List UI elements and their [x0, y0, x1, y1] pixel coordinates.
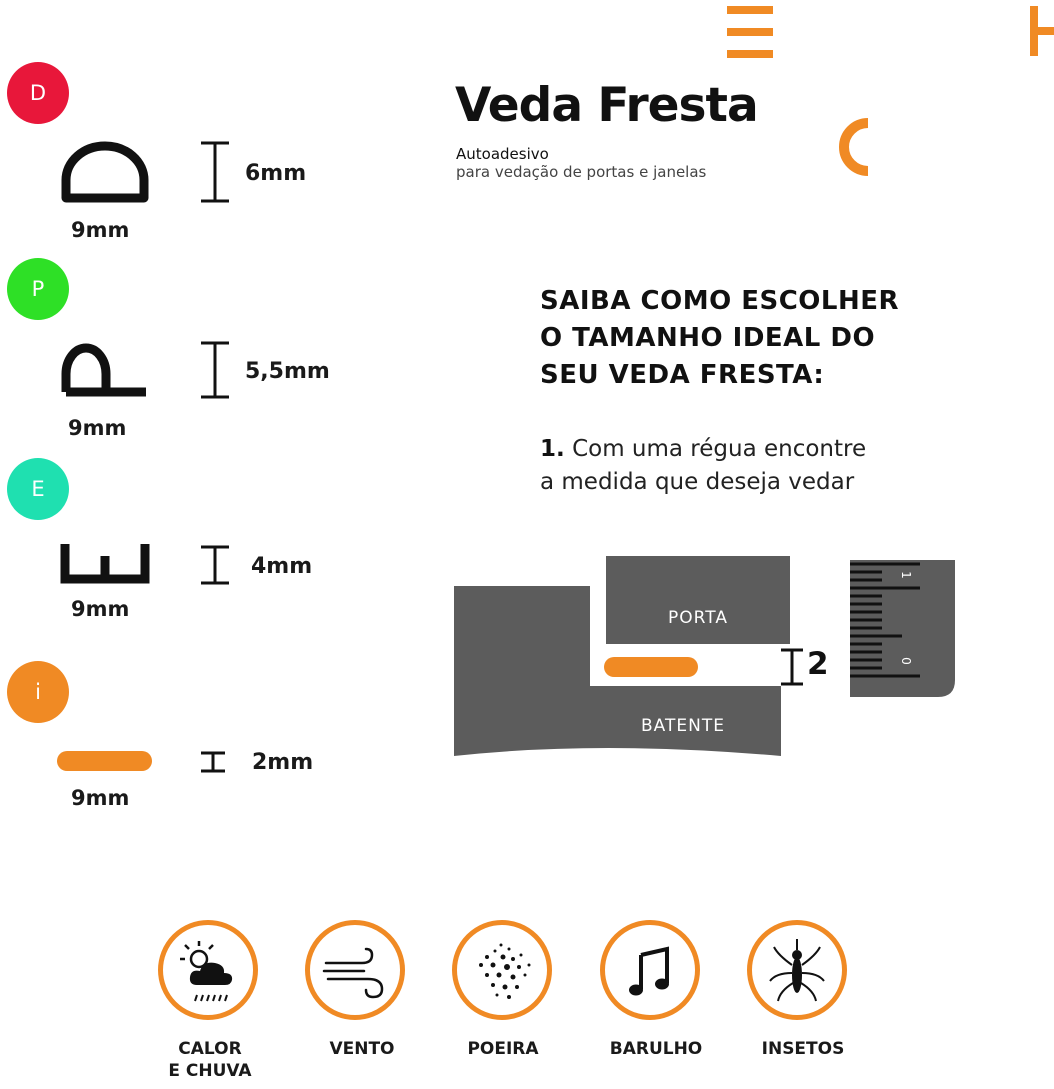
profile-e-badge [7, 458, 69, 520]
profile-i-width: 9mm [71, 786, 130, 810]
feature-wind [305, 920, 405, 1020]
guide-headline-line1: SAIBA COMO ESCOLHER [540, 286, 900, 316]
profile-e-letter: E [31, 477, 45, 501]
ruler-mark-1: 1 [898, 571, 913, 579]
profile-p-height: 5,5mm [245, 359, 330, 384]
profile-d-badge [7, 62, 69, 124]
menu-decoration-icon [727, 6, 773, 58]
profile-d-shape-icon [58, 140, 152, 206]
profile-p-shape-icon [58, 340, 152, 400]
mosquito-icon [752, 925, 842, 1015]
subtitle: para vedação de portas e janelas [456, 163, 707, 181]
seal-shape [604, 657, 698, 677]
profile-d-width: 9mm [71, 218, 130, 242]
profile-i-letter: i [35, 680, 41, 704]
guide-headline-line2: O TAMANHO IDEAL DO [540, 323, 876, 353]
profile-p-letter: P [31, 277, 45, 301]
feature-label-wind: VENTO [329, 1039, 395, 1059]
half-circle-decoration-icon [838, 117, 872, 177]
step-line2: a medida que deseja vedar [540, 469, 855, 495]
guide-step [540, 433, 866, 499]
door-shape [606, 556, 790, 644]
door-label: PORTA [668, 608, 728, 628]
profile-e-height: 4mm [251, 554, 313, 579]
profile-e-shape-icon [58, 542, 152, 586]
profile-p-badge [7, 258, 69, 320]
feature-label-heat-rain: CALOR E CHUVA [168, 1039, 252, 1081]
feature-insects [747, 920, 847, 1020]
height-marker-icon [198, 544, 232, 586]
subtitle-bold: Autoadesivo [456, 145, 549, 163]
measurement-diagram [450, 550, 960, 790]
feature-noise [600, 920, 700, 1020]
profile-d-height: 6mm [245, 161, 307, 186]
guide-headline-line3: SEU VEDA FRESTA: [540, 360, 825, 390]
height-marker-icon [198, 750, 228, 774]
feature-heat-rain [158, 920, 258, 1020]
step-line1: Com uma régua encontre [572, 436, 867, 462]
profile-d-letter: D [29, 81, 47, 105]
dust-icon [457, 925, 547, 1015]
profile-e-width: 9mm [71, 597, 130, 621]
page-title: Veda Fresta [455, 78, 758, 133]
profile-i-badge [7, 661, 69, 723]
brand-fragment-icon [1030, 6, 1054, 56]
profile-i-height: 2mm [252, 750, 314, 775]
height-marker-icon [198, 140, 232, 204]
guide-headline [540, 283, 899, 394]
music-note-icon [605, 925, 695, 1015]
step-number: 1. [540, 436, 565, 462]
ruler-mark-0: 0 [898, 657, 913, 665]
frame-label: BATENTE [641, 716, 725, 736]
feature-label-noise: BARULHO [609, 1039, 703, 1059]
feature-dust [452, 920, 552, 1020]
height-marker-icon [198, 340, 232, 400]
profile-i-shape-icon [57, 751, 152, 771]
wind-icon [310, 925, 400, 1015]
feature-label-dust: POEIRA [467, 1039, 539, 1059]
feature-label-insects: INSETOS [761, 1039, 845, 1059]
gap-value: 2 [807, 646, 829, 682]
sun-cloud-rain-icon [163, 925, 253, 1015]
profile-p-width: 9mm [68, 416, 127, 440]
